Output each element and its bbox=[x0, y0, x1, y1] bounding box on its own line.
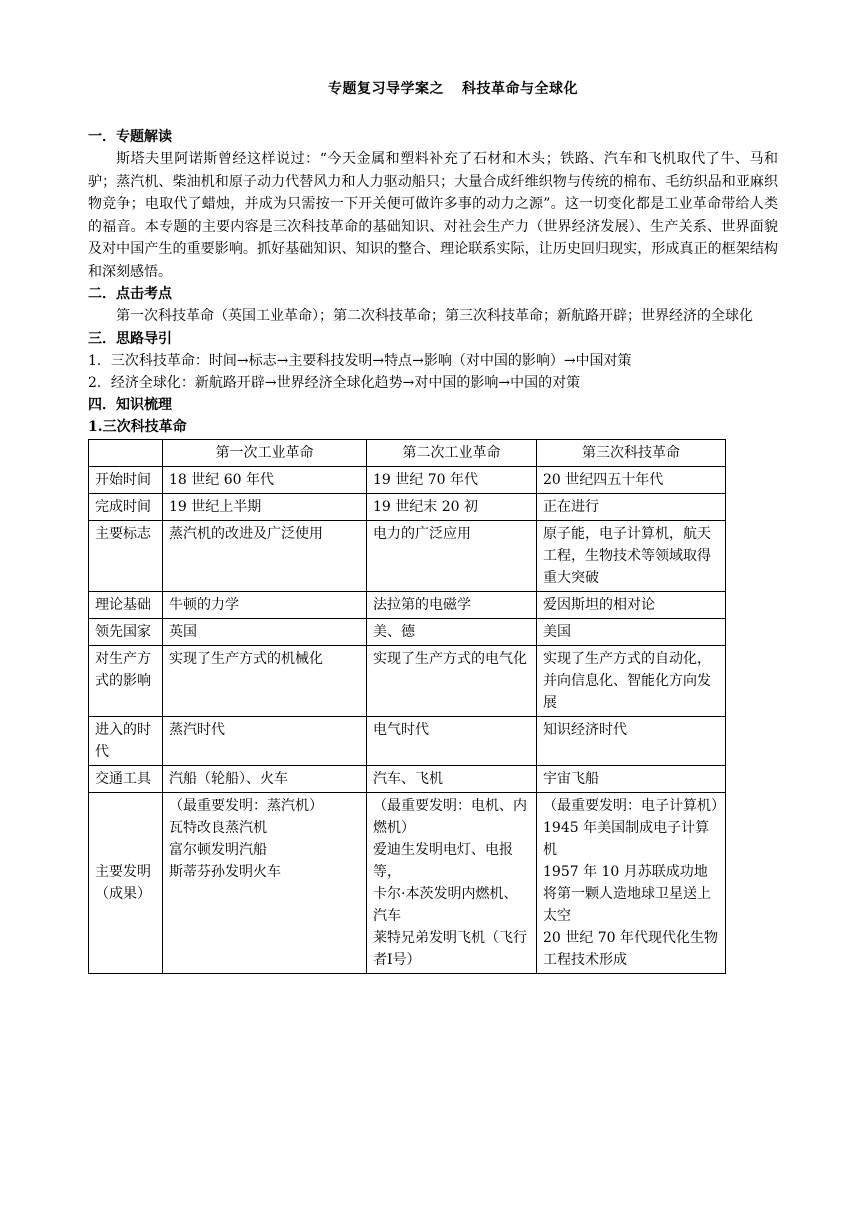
section1-heading: 一．专题解读 bbox=[88, 129, 172, 145]
row-label: 对生产方式的影响 bbox=[89, 645, 163, 716]
table-cell: 蒸汽机的改进及广泛使用 bbox=[163, 520, 367, 591]
section3-item: 2．经济全球化：新航路开辟→世界经济全球化趋势→对中国的影响→中国的对策 bbox=[88, 374, 581, 391]
section2-heading: 二．点击考点 bbox=[88, 286, 172, 302]
title-main: 专题复习导学案之 bbox=[328, 81, 444, 97]
table-row bbox=[89, 520, 726, 591]
invention-line: 斯蒂芬孙发明火车 bbox=[169, 863, 281, 880]
section4-heading: 四．知识梳理 bbox=[88, 396, 172, 413]
section2-body: 第一次科技革命（英国工业革命）；第二次科技革命；第三次科技革命；新航路开辟；世界经济的全球化 bbox=[116, 308, 753, 324]
row-label: 开始时间 bbox=[89, 466, 163, 493]
table-cell: 宇宙飞船 bbox=[537, 765, 726, 792]
row-label: 完成时间 bbox=[89, 493, 163, 520]
table-header-cell: 第三次科技革命 bbox=[537, 439, 726, 466]
table-cell: 实现了生产方式的机械化 bbox=[163, 645, 367, 716]
table-cell: 实现了生产方式的自动化，并向信息化、智能化方向发展 bbox=[537, 645, 726, 716]
table-cell: 美、德 bbox=[367, 618, 537, 645]
table-cell: 实现了生产方式的电气化 bbox=[367, 645, 537, 716]
invention-line: （最重要发明：蒸汽机） bbox=[169, 797, 323, 814]
invention-line: （最重要发明：电子计算机） bbox=[543, 797, 725, 814]
page-title bbox=[128, 78, 778, 98]
row-label: 领先国家 bbox=[89, 618, 163, 645]
invention-line: 20 世纪 70 年代现代化生物工程技术形成 bbox=[543, 929, 718, 968]
table-cell: 正在进行 bbox=[537, 493, 726, 520]
table-cell: 汽船（轮船）、火车 bbox=[163, 765, 367, 792]
table-cell: 爱因斯坦的相对论 bbox=[537, 591, 726, 618]
row-label: 交通工具 bbox=[89, 765, 163, 792]
document-page bbox=[88, 78, 778, 974]
table-cell: 法拉第的电磁学 bbox=[367, 591, 537, 618]
row-label: 主要发明（成果） bbox=[89, 792, 163, 973]
title-sub: 科技革命与全球化 bbox=[462, 81, 578, 97]
table-row bbox=[89, 765, 726, 792]
table-row bbox=[89, 645, 726, 716]
table-header-row bbox=[89, 439, 726, 466]
row-label: 进入的时代 bbox=[89, 716, 163, 765]
table-row bbox=[89, 716, 726, 765]
table-cell: 电力的广泛应用 bbox=[367, 520, 537, 591]
row-label: 主要标志 bbox=[89, 520, 163, 591]
table-cell: 电气时代 bbox=[367, 716, 537, 765]
row-label: 理论基础 bbox=[89, 591, 163, 618]
invention-line: 富尔顿发明汽船 bbox=[169, 841, 267, 858]
table-cell: 19 世纪 70 年代 bbox=[367, 466, 537, 493]
section4-subheading: 1.三次科技革命 bbox=[88, 418, 187, 435]
table-cell: 汽车、飞机 bbox=[367, 765, 537, 792]
invention-line: 卡尔·本茨发明内燃机、汽车 bbox=[373, 885, 518, 924]
section3-item: 1．三次科技革命：时间→标志→主要科技发明→特点→影响（对中国的影响）→中国对策 bbox=[88, 352, 632, 369]
table-row-inventions bbox=[89, 792, 726, 973]
table-header-cell: 第一次工业革命 bbox=[163, 439, 367, 466]
table-header-cell bbox=[89, 439, 163, 466]
table-cell: 19 世纪末 20 初 bbox=[367, 493, 537, 520]
invention-line: 莱特兄弟发明飞机（飞行者Ⅰ号） bbox=[373, 929, 527, 968]
table-cell: 20 世纪四五十年代 bbox=[537, 466, 726, 493]
table-cell: 知识经济时代 bbox=[537, 716, 726, 765]
table-row bbox=[89, 466, 726, 493]
table-cell: 英国 bbox=[163, 618, 367, 645]
invention-line: 1957 年 10 月苏联成功地将第一颗人造地球卫星送上太空 bbox=[543, 863, 711, 924]
table-row bbox=[89, 618, 726, 645]
table-cell bbox=[537, 792, 726, 973]
table-cell: 蒸汽时代 bbox=[163, 716, 367, 765]
table-cell: 牛顿的力学 bbox=[163, 591, 367, 618]
table-cell: 18 世纪 60 年代 bbox=[163, 466, 367, 493]
table-cell: 19 世纪上半期 bbox=[163, 493, 367, 520]
table-cell: 美国 bbox=[537, 618, 726, 645]
invention-line: 瓦特改良蒸汽机 bbox=[169, 819, 267, 836]
table-cell: 原子能，电子计算机，航天工程，生物技术等领域取得重大突破 bbox=[537, 520, 726, 591]
table-cell bbox=[367, 792, 537, 973]
table-cell bbox=[163, 792, 367, 973]
section3-heading: 三．思路导引 bbox=[88, 330, 172, 347]
table-header-cell: 第二次工业革命 bbox=[367, 439, 537, 466]
invention-line: （最重要发明：电机、内燃机） bbox=[373, 797, 527, 836]
invention-line: 1945 年美国制成电子计算机 bbox=[543, 819, 710, 858]
invention-line: 爱迪生发明电灯、电报等， bbox=[373, 841, 513, 880]
section1-body: 斯塔夫里阿诺斯曾经这样说过：“今天金属和塑料补充了石材和木头；铁路、汽车和飞机取代了牛、马和驴；蒸汽机、柴油机和原子动力代替风力和人力驱动船只；大量合成纤维织物与传统的棉布、毛纺织品和亚麻织物竞争；电取代了蜡烛，并成为只需按一下开关便可做许多事的动力之源”。这一切变化都是工业革命带给人类的福音。本专题的主要内容是三次科技革命的基础知识、对社会生产力（世界经济发展）、生产关系、世界面貌及对中国产生的重要影响。抓好基础知识、知识的整合、理论联系实际，让历史回归现实，形成真正的框架结构和深刻感悟。 bbox=[88, 151, 778, 280]
table-row bbox=[89, 591, 726, 618]
table-row bbox=[89, 493, 726, 520]
tech-revolution-table bbox=[88, 439, 726, 974]
